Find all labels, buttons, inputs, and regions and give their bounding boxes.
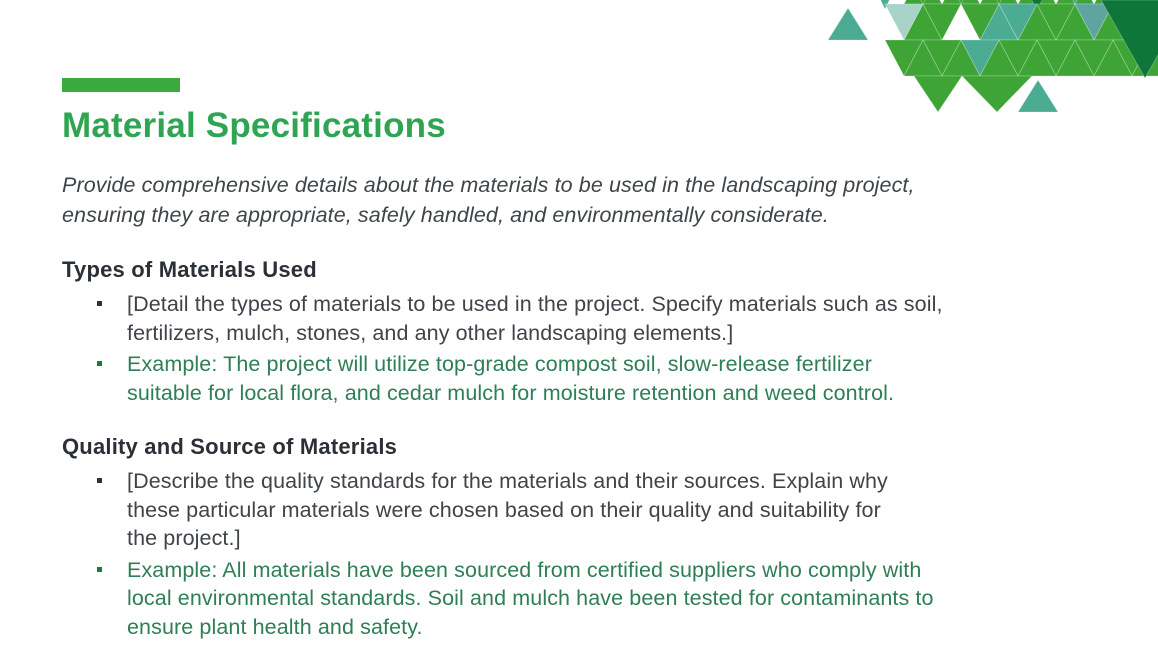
list-item-line: [Describe the quality standards for the materials and their sources. Explain why [127,469,888,493]
slide-content [62,0,1102,641]
intro-line: Provide comprehensive details about the materials to be used in the landscaping project, [62,173,915,197]
list-item-example [97,556,1102,642]
list-item-example [97,350,1102,407]
accent-bar [62,78,180,92]
bullet-list [62,467,1102,641]
section-heading: Types of Materials Used [62,257,317,282]
list-item-line: [Detail the types of materials to be used in the project. Specify materials such as soil, [127,292,943,316]
intro-line: ensuring they are appropriate, safely handled, and environmentally considerate. [62,203,829,227]
bullet-list [62,290,1102,407]
list-item-placeholder [97,290,1102,347]
list-item-line: the project.] [127,526,241,550]
list-item-placeholder [97,467,1102,553]
section-heading: Quality and Source of Materials [62,434,398,459]
list-item-line: these particular materials were chosen based on their quality and suitability for [127,497,881,522]
list-item-line: Example: All materials have been sourced from certified suppliers who comply with [127,557,922,582]
list-item-line: local environmental standards. Soil and mulch have been tested for contaminants to [127,586,934,610]
list-item-line: suitable for local flora, and cedar mulch for moisture retention and weed control. [127,380,895,405]
intro-text [62,170,1102,230]
list-item-line: fertilizers, mulch, stones, and any other landscaping elements.] [127,320,734,345]
list-item-line: Example: The project will utilize top-grade compost soil, slow-release fertilizer [127,352,872,376]
content-section [62,433,1102,641]
content-section [62,256,1102,407]
page-title: Material Specifications [62,106,446,145]
sections [62,256,1102,641]
list-item-line: ensure plant health and safety. [127,614,423,639]
